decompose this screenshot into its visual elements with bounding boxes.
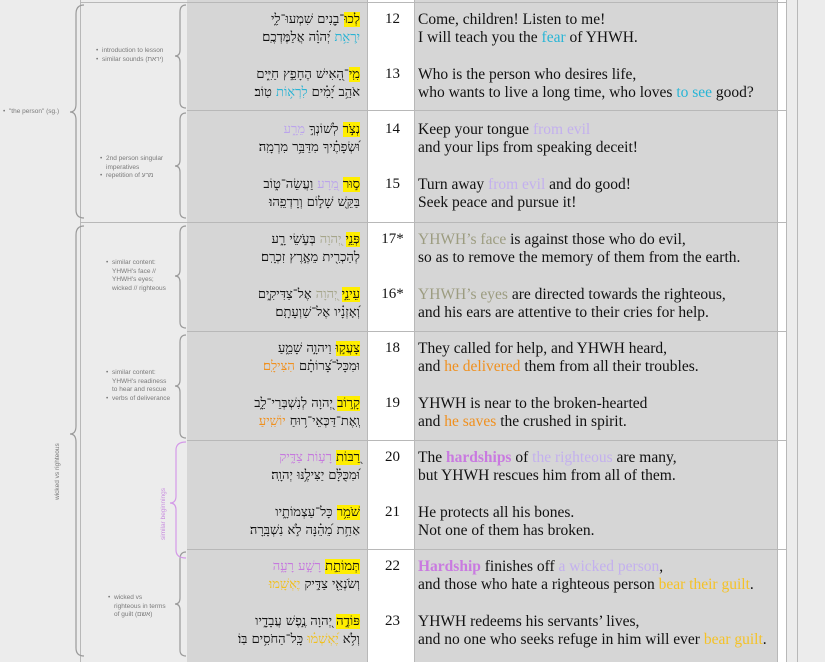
text-segment: אֹהֵ֥ב יָ֝מִ֗ים (307, 85, 360, 100)
text-segment: וְֽאֶת־דַּכְּאֵי־ר֥וּחַ (285, 414, 360, 429)
rule-h6 (187, 549, 786, 550)
text-segment: Keep your tongue (418, 121, 533, 138)
group-note-1: • introduction to lesson • similar sounds (יראת) (96, 47, 164, 63)
verse-number: 13 (385, 66, 400, 82)
text-segment: YHWH is near to the broken-hearted (418, 395, 648, 412)
text-segment: bear their guilt (658, 576, 750, 593)
text-segment: מִֽי (348, 67, 360, 82)
text-segment: and his ears are attentive to their cries for help. (418, 304, 709, 321)
text-segment: עֵינֵ֣י (341, 287, 360, 302)
verse-number: 18 (385, 340, 400, 356)
text-segment: פְּנֵ֣י (345, 232, 360, 247)
text-segment: to see (676, 84, 713, 101)
text-segment: the righteous (532, 449, 613, 466)
english-verse (418, 504, 595, 540)
text-segment: יְ֭הוָה נֶ֣פֶשׁ עֲבָדָ֑יו (255, 614, 337, 629)
text-segment: Turn away (418, 176, 489, 193)
english-verse (418, 231, 740, 267)
text-segment: ־הָ֭אִישׁ הֶחָפֵ֣ץ חַיִּ֑ים (256, 67, 349, 82)
verse-number: 14 (385, 121, 400, 137)
text-segment: צָעֲק֣וּ (335, 341, 360, 356)
english-verse (418, 121, 638, 157)
text-segment: They called for help, and YHWH heard, (418, 340, 668, 357)
english-verse (418, 286, 726, 322)
rule-v5 (786, 0, 787, 662)
text-segment: he saves (444, 413, 497, 430)
text-segment: who wants to live a long time, who loves (418, 84, 677, 101)
text-segment: the crushed in spirit. (496, 413, 627, 430)
text-segment: Who is the person who desires life, (418, 66, 637, 83)
text-segment: . (762, 631, 767, 648)
text-segment: יְ֝הוָ֗ה אֲלַמֶּדְכֶֽם׃ (262, 30, 335, 45)
text-segment: Seek peace and pursue it! (418, 194, 577, 211)
verse-number: 17* (381, 231, 404, 247)
text-segment: אֶל־צַדִּיקִ֑ים (257, 287, 316, 302)
text-segment: טֽוֹב׃ (254, 85, 277, 100)
text-segment: fear (541, 29, 566, 46)
hebrew-verse (180, 504, 360, 540)
note-wicked-vs-righteous: wicked vs righteous (54, 443, 61, 500)
text-segment: good? (712, 84, 754, 101)
text-segment: רָע֣וֹת צַדִּ֑יק (279, 450, 332, 465)
text-segment: he delivered (444, 358, 521, 375)
text-segment: . (749, 576, 754, 593)
text-segment: וְ֝אָזְנָ֗יו אֶל־שַׁוְעָתָֽם׃ (275, 305, 360, 320)
text-segment: יֶ֝אְשְׁמ֗וּ (307, 632, 339, 647)
verse-number: 20 (385, 449, 400, 465)
text-segment: תְּמוֹתֵ֣ת (325, 559, 360, 574)
hebrew-verse (180, 176, 360, 212)
text-segment: a wicked person (558, 558, 660, 575)
text-segment: ס֣וּר (342, 177, 360, 192)
text-segment: לִרְא֥וֹת (276, 85, 308, 100)
hebrew-verse (180, 449, 360, 485)
text-segment: וּ֝מִכֻּלָּ֗ם יַצִּילֶ֥נּוּ יְהוָֽה׃ (271, 468, 360, 483)
text-segment: בְּעֹ֣שֵׂי רָ֑ע (271, 232, 320, 247)
verse-number: 15 (385, 176, 400, 192)
text-segment: יְ֭הוָה לְנִשְׁבְּרֵי־לֵ֑ב (254, 396, 338, 411)
english-verse (418, 449, 677, 485)
text-segment: קָר֣וֹב (337, 396, 360, 411)
text-segment: מֵרָ֑ע (283, 122, 306, 137)
english-verse (418, 66, 754, 102)
text-segment: so as to remove the memory of them from the earth. (418, 249, 741, 266)
text-segment: וְשֹׂנְאֵ֖י צַדִּ֣יק (300, 577, 360, 592)
text-segment: לְשׁוֹנְךָ֣ (305, 122, 343, 137)
text-segment: כָּֽל־הַחֹסִ֥ים בּֽוֹ׃ (237, 632, 308, 647)
text-segment: of YHWH. (565, 29, 638, 46)
rule-h5 (187, 440, 786, 441)
verse-number: 22 (385, 558, 400, 574)
verse-number: 23 (385, 613, 400, 629)
text-segment: are directed towards the righteous, (507, 286, 726, 303)
text-segment: לְכוּ (344, 12, 360, 27)
text-segment: and (418, 358, 445, 375)
lane-right-strip (786, 0, 825, 662)
hebrew-verse (180, 340, 360, 376)
group-note-3: • similar content: YHWH's face // YHWH's eyes; wicked // righteous (106, 259, 166, 292)
text-segment: and no one who seeks refuge in him will ever (418, 631, 704, 648)
text-segment: Not one of them has broken. (418, 522, 595, 539)
text-segment: them from all their troubles. (520, 358, 699, 375)
english-verse (418, 558, 754, 594)
hebrew-verse (180, 286, 360, 322)
hebrew-verse (180, 11, 360, 47)
brackets (0, 0, 190, 662)
hebrew-verse (180, 231, 360, 267)
hebrew-verse (180, 121, 360, 157)
english-verse (418, 340, 699, 376)
text-segment: and do good! (545, 176, 631, 193)
rule-h4 (187, 331, 786, 332)
english-verse (418, 395, 647, 431)
text-segment: מֵ֭רָע (317, 177, 339, 192)
text-segment: לְהַכְרִ֖ית מֵאֶ֣רֶץ זִכְרָֽם׃ (260, 250, 360, 265)
text-segment: and those who hate a righteous person (418, 576, 659, 593)
text-segment: and (418, 413, 445, 430)
group-note-5: • wicked vs righteous in terms of guilt (אשם) (108, 594, 166, 618)
text-segment: אַחַ֥ת מֵ֝הֵ֗נָּה לֹ֣א נִשְׁבָּֽרָה׃ (249, 523, 360, 538)
text-segment: כָּל־עַצְמוֹתָ֑יו (275, 505, 337, 520)
verse-number: 19 (385, 395, 400, 411)
text-segment: וַעֲשֵׂה־ט֑וֹב (263, 177, 318, 192)
english-verse (418, 11, 638, 47)
note-similar-beginnings: similar beginnings (160, 487, 167, 540)
hebrew-verse (180, 66, 360, 102)
text-segment: וְלֹ֥א (338, 632, 360, 647)
text-segment: are many, (612, 449, 677, 466)
text-segment: Hardship (418, 558, 481, 575)
verse-number: 21 (385, 504, 400, 520)
text-segment: רָשָׁ֣ע רָעָ֑ה (272, 559, 322, 574)
text-segment: I will teach you the (418, 29, 542, 46)
text-segment: בַּקֵּ֖שׁ שָׁל֣וֹם וְרָדְפֵֽהוּ׃ (269, 195, 360, 210)
text-segment: נְצֹ֣ר (342, 122, 360, 137)
group-note-4: • similar content: YHWH's readiness to hear and rescue • verbs of deliverance (106, 369, 171, 402)
text-segment: from evil (532, 121, 591, 138)
hebrew-verse (180, 558, 360, 594)
english-verse (418, 613, 767, 649)
rule-v6 (797, 0, 798, 662)
text-segment: רַ֭בּוֹת (336, 450, 360, 465)
verse-number: 12 (385, 11, 400, 27)
group-note-2: • 2nd person singular imperatives • repetition of מרע (100, 155, 164, 179)
text-segment: וַיהוָ֣ה שָׁמֵ֑עַ (277, 341, 336, 356)
text-segment: וּ֝שְׂפָתֶ֗יךָ מִדַּבֵּ֥ר מִרְמָֽה׃ (258, 140, 360, 155)
text-segment: The (418, 449, 446, 466)
text-segment: He protects all his bones. (418, 504, 575, 521)
text-segment: is against those who do evil, (506, 231, 686, 248)
text-segment: from evil (488, 176, 546, 193)
hebrew-verse (180, 395, 360, 431)
text-segment: of (511, 449, 533, 466)
text-segment: הִצִּילָֽם׃ (262, 359, 295, 374)
text-segment: hardships (445, 449, 512, 466)
verse-number: 16* (381, 286, 404, 302)
text-segment: bear guilt (703, 631, 763, 648)
note-the-person: • "the person" (sg.) (3, 108, 60, 115)
text-segment: שֹׁמֵ֥ר (336, 505, 360, 520)
text-segment: Come, children! Listen to me! (418, 11, 606, 28)
text-segment: פּוֹדֶ֣ה (336, 614, 360, 629)
text-segment: YHWH’s face (418, 231, 507, 248)
text-segment: יִֽרְאַ֥ת (334, 30, 360, 45)
text-segment: finishes off (480, 558, 559, 575)
text-segment: יְ֭הוָה (315, 287, 342, 302)
text-segment: וּמִכָּל־צָ֝רוֹתָ֗ם (294, 359, 360, 374)
text-segment: יְ֭הוָה (319, 232, 346, 247)
text-segment: , (659, 558, 664, 575)
text-segment: and your lips from speaking deceit! (418, 139, 638, 156)
text-segment: יוֹשִֽׁיעַ׃ (258, 414, 286, 429)
hebrew-verse (180, 613, 360, 649)
rule-h2 (187, 110, 786, 111)
text-segment: יֶאְשָֽׁמוּ׃ (268, 577, 301, 592)
text-segment: YHWH’s eyes (418, 286, 508, 303)
english-verse (418, 176, 631, 212)
text-segment: but YHWH rescues him from all of them. (418, 467, 676, 484)
text-segment: YHWH redeems his servants’ lives, (418, 613, 640, 630)
text-segment: ־בָנִ֭ים שִׁמְעוּ־לִ֑י (271, 12, 345, 27)
